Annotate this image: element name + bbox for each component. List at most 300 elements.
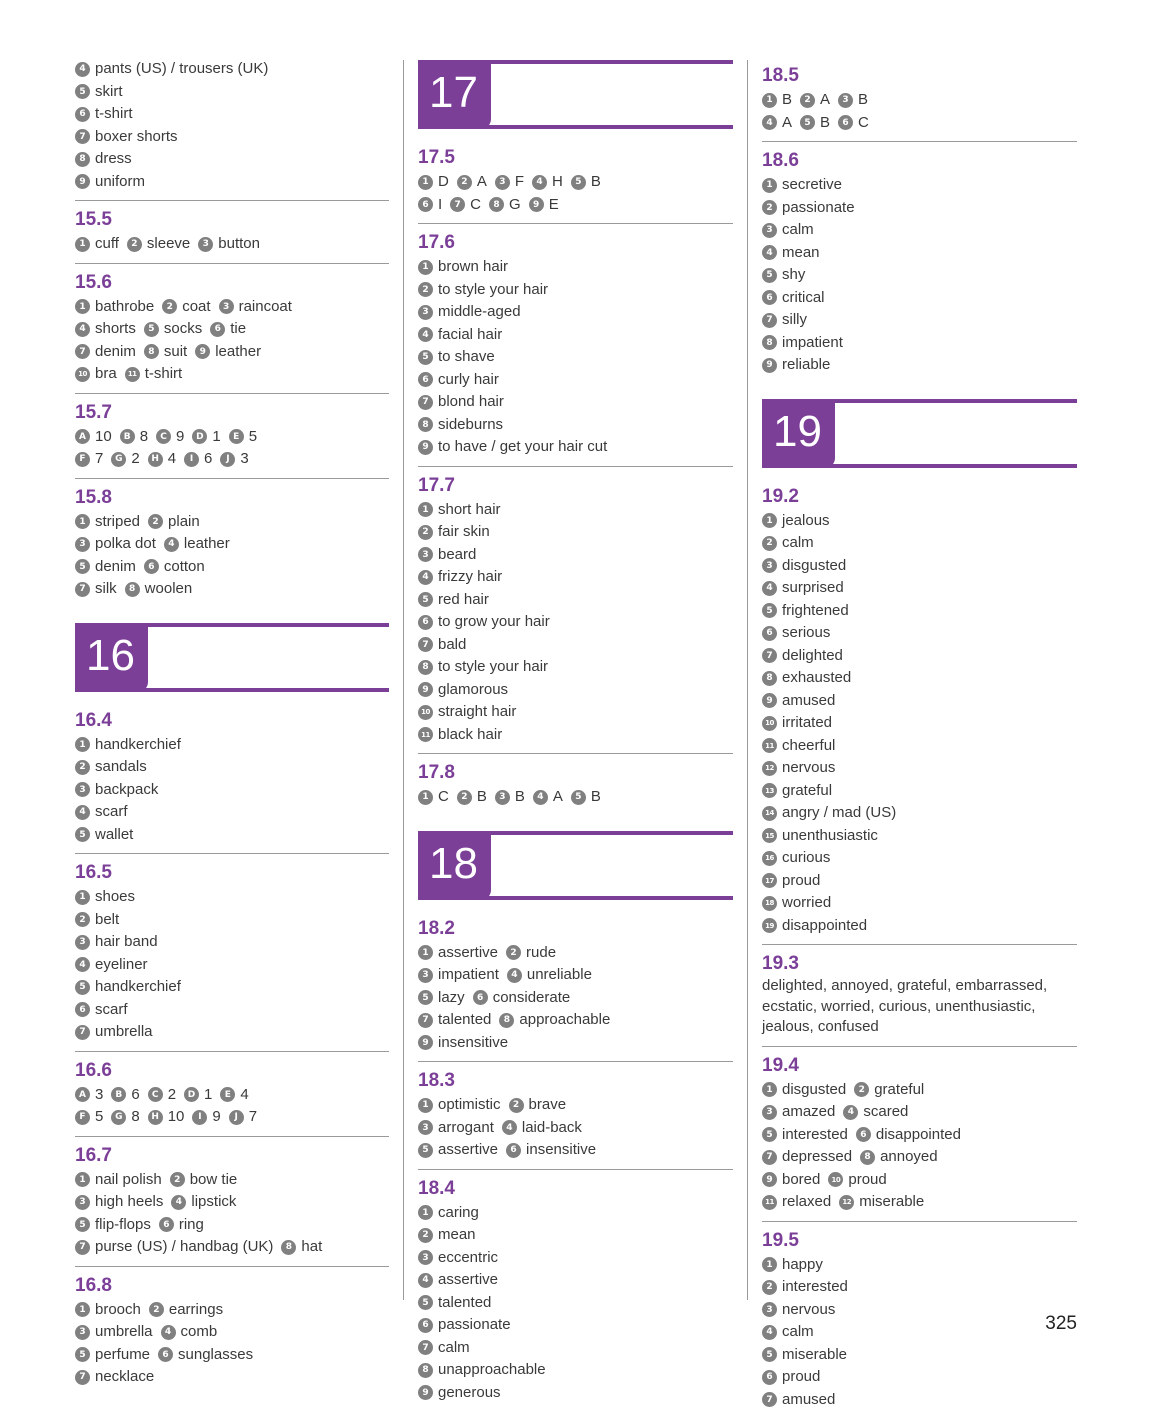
number-badge: 8 <box>125 582 140 597</box>
answer-column-3 <box>762 57 1077 1418</box>
answer-item <box>75 512 140 533</box>
answer-text: brave <box>529 1095 567 1116</box>
answer-text: B <box>858 90 868 111</box>
answer-text: unapproachable <box>438 1360 546 1381</box>
answer-text: sandals <box>95 757 147 778</box>
answer-item <box>533 787 563 808</box>
number-badge: J <box>220 452 235 467</box>
answer-line <box>762 801 1077 824</box>
answer-line <box>418 368 733 391</box>
number-badge: 2 <box>506 945 521 960</box>
answer-text: H <box>552 172 563 193</box>
number-badge: 2 <box>75 912 90 927</box>
answer-text: 3 <box>95 1085 103 1106</box>
answer-text: to style your hair <box>438 280 548 301</box>
answer-text: sleeve <box>147 234 190 255</box>
answer-section <box>75 854 389 1052</box>
answer-text: denim <box>95 557 136 578</box>
answer-item <box>762 1300 835 1321</box>
answer-text: 10 <box>95 427 112 448</box>
answer-item <box>75 735 181 756</box>
number-badge: 5 <box>571 175 586 190</box>
answer-line <box>762 621 1077 644</box>
answer-line <box>762 353 1077 376</box>
answer-item <box>762 758 835 779</box>
answer-item <box>762 713 832 734</box>
number-badge: 3 <box>762 1105 777 1120</box>
number-badge: 7 <box>450 197 465 212</box>
number-badge: 9 <box>418 440 433 455</box>
number-badge: 9 <box>195 344 210 359</box>
number-badge: 3 <box>418 547 433 562</box>
answer-item <box>762 1390 835 1411</box>
answer-item <box>838 113 869 134</box>
answer-item <box>762 556 846 577</box>
answer-section <box>762 945 1077 1047</box>
answer-item <box>156 427 184 448</box>
answer-text: angry / mad (US) <box>782 803 896 824</box>
answer-line <box>762 196 1077 219</box>
answer-item <box>220 1085 248 1106</box>
answer-item <box>418 1033 508 1054</box>
answer-line <box>418 633 733 656</box>
answer-item <box>75 557 136 578</box>
number-badge: 4 <box>762 245 777 260</box>
answer-line <box>418 543 733 566</box>
number-badge: 4 <box>75 957 90 972</box>
answer-item <box>75 234 119 255</box>
answer-item <box>762 198 855 219</box>
answer-text: critical <box>782 288 825 309</box>
answer-text: necklace <box>95 1367 154 1388</box>
number-badge: 12 <box>839 1195 854 1210</box>
answer-line <box>418 170 733 193</box>
answer-item <box>762 893 831 914</box>
answer-section <box>418 910 733 1063</box>
answer-line <box>762 644 1077 667</box>
answer-text: leather <box>215 342 261 363</box>
number-badge: 6 <box>418 372 433 387</box>
answer-item <box>418 1095 501 1116</box>
answer-line <box>762 846 1077 869</box>
number-badge: 2 <box>75 760 90 775</box>
answer-item <box>762 736 835 757</box>
number-badge: 4 <box>75 805 90 820</box>
number-badge: D <box>192 429 207 444</box>
number-badge: 7 <box>75 1025 90 1040</box>
answer-item <box>418 437 607 458</box>
answer-text: socks <box>164 319 202 340</box>
answer-text: leather <box>184 534 230 555</box>
answer-item <box>762 511 830 532</box>
answer-item <box>144 342 187 363</box>
answer-text: scarf <box>95 1000 128 1021</box>
answer-item <box>75 802 128 823</box>
answer-line <box>418 1313 733 1336</box>
number-badge: 1 <box>762 93 777 108</box>
number-badge: 5 <box>762 268 777 283</box>
answer-item <box>762 1147 852 1168</box>
answer-line <box>418 655 733 678</box>
answer-item <box>499 1010 610 1031</box>
answer-text: B <box>515 787 525 808</box>
number-badge: 4 <box>762 581 777 596</box>
answer-text: amused <box>782 1390 835 1411</box>
answer-line <box>418 390 733 413</box>
answer-text: cuff <box>95 234 119 255</box>
answer-item <box>125 579 193 600</box>
answer-item <box>418 325 502 346</box>
answer-text: C <box>470 195 481 216</box>
number-badge: 7 <box>418 395 433 410</box>
number-badge: 1 <box>418 260 433 275</box>
answer-item <box>506 1140 596 1161</box>
number-badge: 1 <box>75 237 90 252</box>
answer-item <box>210 319 246 340</box>
answer-line <box>762 308 1077 331</box>
number-badge: 7 <box>75 1370 90 1385</box>
answer-text: 9 <box>212 1107 220 1128</box>
number-badge: 5 <box>762 603 777 618</box>
answer-item <box>195 342 261 363</box>
answer-item <box>75 977 181 998</box>
section-title: 18.2 <box>418 918 733 940</box>
answer-section <box>75 702 389 855</box>
number-badge: 6 <box>159 1217 174 1232</box>
number-badge: 2 <box>800 93 815 108</box>
answer-text: woolen <box>145 579 193 600</box>
answer-item <box>75 932 158 953</box>
answer-text: frightened <box>782 601 849 622</box>
answer-text: 6 <box>131 1085 139 1106</box>
answer-text: proud <box>782 1367 820 1388</box>
number-badge: 8 <box>489 197 504 212</box>
answer-item <box>75 1170 162 1191</box>
answer-section <box>418 754 733 816</box>
answer-text: 5 <box>249 427 257 448</box>
answer-text: sideburns <box>438 415 503 436</box>
number-badge: 2 <box>509 1098 524 1113</box>
answer-text: B <box>591 787 601 808</box>
answer-item <box>192 1107 220 1128</box>
answer-item <box>418 280 548 301</box>
number-badge: 3 <box>495 790 510 805</box>
number-badge: 5 <box>75 559 90 574</box>
answer-line <box>762 331 1077 354</box>
answer-item <box>75 1300 141 1321</box>
number-badge: 9 <box>75 174 90 189</box>
answer-line <box>762 756 1077 779</box>
answer-text: bra <box>95 364 117 385</box>
answer-item <box>418 257 508 278</box>
section-title: 17.8 <box>418 762 733 784</box>
answer-line <box>75 1320 389 1343</box>
answer-line <box>418 1291 733 1314</box>
number-badge: 3 <box>762 223 777 238</box>
answer-text: 10 <box>168 1107 185 1128</box>
answer-text: to grow your hair <box>438 612 550 633</box>
answer-text: disgusted <box>782 556 846 577</box>
answer-section <box>762 478 1077 946</box>
answer-text: backpack <box>95 780 158 801</box>
answer-text: shy <box>782 265 805 286</box>
number-badge: G <box>111 1110 126 1125</box>
answer-line <box>75 295 389 318</box>
unit-header <box>762 396 1077 468</box>
answer-text: disappointed <box>876 1125 961 1146</box>
answer-text: perfume <box>95 1345 150 1366</box>
answer-item <box>762 1170 820 1191</box>
number-badge: 3 <box>75 935 90 950</box>
number-badge: 8 <box>762 671 777 686</box>
number-badge: I <box>192 1110 207 1125</box>
number-badge: F <box>75 452 90 467</box>
answer-item <box>418 1270 498 1291</box>
answer-item <box>198 234 260 255</box>
answer-item <box>502 1118 582 1139</box>
answer-text: blond hair <box>438 392 504 413</box>
answer-text: 3 <box>240 449 248 470</box>
answer-text: 8 <box>131 1107 139 1128</box>
answer-text: G <box>509 195 521 216</box>
number-badge: 6 <box>762 626 777 641</box>
number-badge: 6 <box>506 1143 521 1158</box>
answer-text: silk <box>95 579 117 600</box>
number-badge: 1 <box>75 299 90 314</box>
answer-text: B <box>782 90 792 111</box>
answer-line <box>75 170 389 193</box>
number-badge: 6 <box>762 290 777 305</box>
answer-text: handkerchief <box>95 735 181 756</box>
answer-text: amused <box>782 691 835 712</box>
number-badge: 13 <box>762 783 777 798</box>
answer-item <box>418 680 508 701</box>
answer-item <box>75 59 268 80</box>
answer-text: E <box>549 195 559 216</box>
answer-line <box>418 413 733 436</box>
answer-item <box>418 415 503 436</box>
answer-item <box>75 534 156 555</box>
answer-line <box>418 193 733 216</box>
number-badge: 6 <box>856 1127 871 1142</box>
answer-item <box>473 988 571 1009</box>
answer-item <box>762 333 843 354</box>
answer-item <box>144 557 205 578</box>
answer-item <box>75 297 154 318</box>
answer-text: lazy <box>438 988 465 1009</box>
answer-item <box>762 243 820 264</box>
answer-item <box>75 1000 128 1021</box>
answer-text: comb <box>181 1322 218 1343</box>
answer-item <box>418 1203 479 1224</box>
answer-item <box>75 825 133 846</box>
number-badge: 8 <box>144 344 159 359</box>
answer-item <box>75 427 112 448</box>
answer-line <box>75 102 389 125</box>
answer-item <box>418 500 501 521</box>
answer-text: short hair <box>438 500 501 521</box>
answer-text: optimistic <box>438 1095 501 1116</box>
answer-line <box>418 1138 733 1161</box>
answer-line <box>762 1253 1077 1276</box>
answer-item <box>229 427 257 448</box>
answer-item <box>762 175 842 196</box>
number-badge: 9 <box>762 1172 777 1187</box>
answer-text: suit <box>164 342 187 363</box>
answer-line <box>418 610 733 633</box>
answer-text: middle-aged <box>438 302 521 323</box>
answer-item <box>164 534 230 555</box>
answer-item <box>843 1102 908 1123</box>
answer-item <box>149 1300 223 1321</box>
number-badge: B <box>111 1087 126 1102</box>
answer-item <box>229 1107 257 1128</box>
answer-text: flip-flops <box>95 1215 151 1236</box>
answer-line <box>762 1275 1077 1298</box>
answer-text: hat <box>301 1237 322 1258</box>
answer-text: plain <box>168 512 200 533</box>
number-badge: 1 <box>75 737 90 752</box>
answer-text: striped <box>95 512 140 533</box>
answer-item <box>418 347 495 368</box>
number-badge: 1 <box>762 1082 777 1097</box>
answer-text: unenthusiastic <box>782 826 878 847</box>
answer-item <box>75 955 148 976</box>
answer-item <box>489 195 521 216</box>
answer-item <box>418 590 489 611</box>
answer-section <box>75 479 389 608</box>
answer-item <box>571 787 601 808</box>
answer-item <box>418 1338 470 1359</box>
answer-item <box>148 512 200 533</box>
answer-column-2 <box>418 57 733 1411</box>
answer-text: A <box>782 113 792 134</box>
answer-item <box>220 449 248 470</box>
answer-line <box>75 1235 389 1258</box>
answer-item <box>148 449 176 470</box>
answer-text: bald <box>438 635 466 656</box>
number-badge: 1 <box>418 1205 433 1220</box>
section-title: 15.5 <box>75 209 389 231</box>
number-badge: 5 <box>418 1295 433 1310</box>
answer-text: tie <box>230 319 246 340</box>
answer-line <box>762 734 1077 757</box>
number-badge: 1 <box>418 502 433 517</box>
answer-line <box>418 565 733 588</box>
answer-item <box>111 449 139 470</box>
answer-line <box>75 1105 389 1128</box>
answer-text: A <box>477 172 487 193</box>
answer-text: assertive <box>438 1140 498 1161</box>
answer-text: happy <box>782 1255 823 1276</box>
answer-item <box>762 1255 823 1276</box>
answer-text: belt <box>95 910 119 931</box>
answer-item <box>457 787 487 808</box>
number-badge: E <box>229 429 244 444</box>
answer-text: earrings <box>169 1300 223 1321</box>
answer-line <box>418 300 733 323</box>
answer-text: shoes <box>95 887 135 908</box>
answer-line <box>762 891 1077 914</box>
answer-line <box>75 147 389 170</box>
answer-line <box>75 1190 389 1213</box>
number-badge: 4 <box>762 1325 777 1340</box>
answer-item <box>75 319 136 340</box>
number-badge: 4 <box>533 790 548 805</box>
number-badge: 3 <box>762 1302 777 1317</box>
answer-item <box>281 1237 322 1258</box>
answer-text: interested <box>782 1125 848 1146</box>
answer-item <box>75 1322 153 1343</box>
number-badge: 2 <box>418 525 433 540</box>
section-title: 15.7 <box>75 402 389 424</box>
answer-item <box>127 234 190 255</box>
number-badge: 3 <box>418 305 433 320</box>
answer-item <box>800 113 830 134</box>
answer-line <box>762 689 1077 712</box>
answer-text: assertive <box>438 943 498 964</box>
answer-text: handkerchief <box>95 977 181 998</box>
answer-line <box>762 111 1077 134</box>
answer-text: C <box>858 113 869 134</box>
number-badge: 4 <box>843 1105 858 1120</box>
answer-line <box>418 1031 733 1054</box>
number-badge: 1 <box>418 945 433 960</box>
answer-line <box>75 1365 389 1388</box>
answer-text: assertive <box>438 1270 498 1291</box>
answer-text: high heels <box>95 1192 163 1213</box>
number-badge: 11 <box>418 727 433 742</box>
number-badge: 7 <box>75 129 90 144</box>
answer-text: 8 <box>140 427 148 448</box>
answer-item <box>418 567 502 588</box>
answer-line <box>762 711 1077 734</box>
page-number: 325 <box>1045 1313 1077 1335</box>
answer-item <box>418 612 550 633</box>
number-badge: 19 <box>762 918 777 933</box>
answer-item <box>762 781 832 802</box>
answer-text: black hair <box>438 725 502 746</box>
column-divider-1 <box>403 60 404 1300</box>
number-badge: 7 <box>418 637 433 652</box>
answer-line <box>762 509 1077 532</box>
section-title: 16.5 <box>75 862 389 884</box>
answer-line <box>418 520 733 543</box>
answer-item <box>184 449 212 470</box>
section-title: 18.3 <box>418 1070 733 1092</box>
answer-text: 6 <box>204 449 212 470</box>
number-badge: 5 <box>75 84 90 99</box>
answer-section <box>75 57 389 201</box>
answer-item <box>144 319 202 340</box>
answer-text: C <box>438 787 449 808</box>
answer-text: coat <box>182 297 210 318</box>
answer-text: passionate <box>782 198 855 219</box>
answer-line <box>75 1168 389 1191</box>
number-badge: 3 <box>219 299 234 314</box>
section-title: 19.2 <box>762 486 1077 508</box>
answer-section <box>75 394 389 479</box>
answer-text: disgusted <box>782 1080 846 1101</box>
answer-item <box>762 355 830 376</box>
section-title: 16.8 <box>75 1275 389 1297</box>
number-badge: 2 <box>162 299 177 314</box>
number-badge: 1 <box>75 890 90 905</box>
number-badge: 5 <box>762 1127 777 1142</box>
answer-text: I <box>438 195 442 216</box>
answer-item <box>192 427 220 448</box>
answer-item <box>495 787 525 808</box>
